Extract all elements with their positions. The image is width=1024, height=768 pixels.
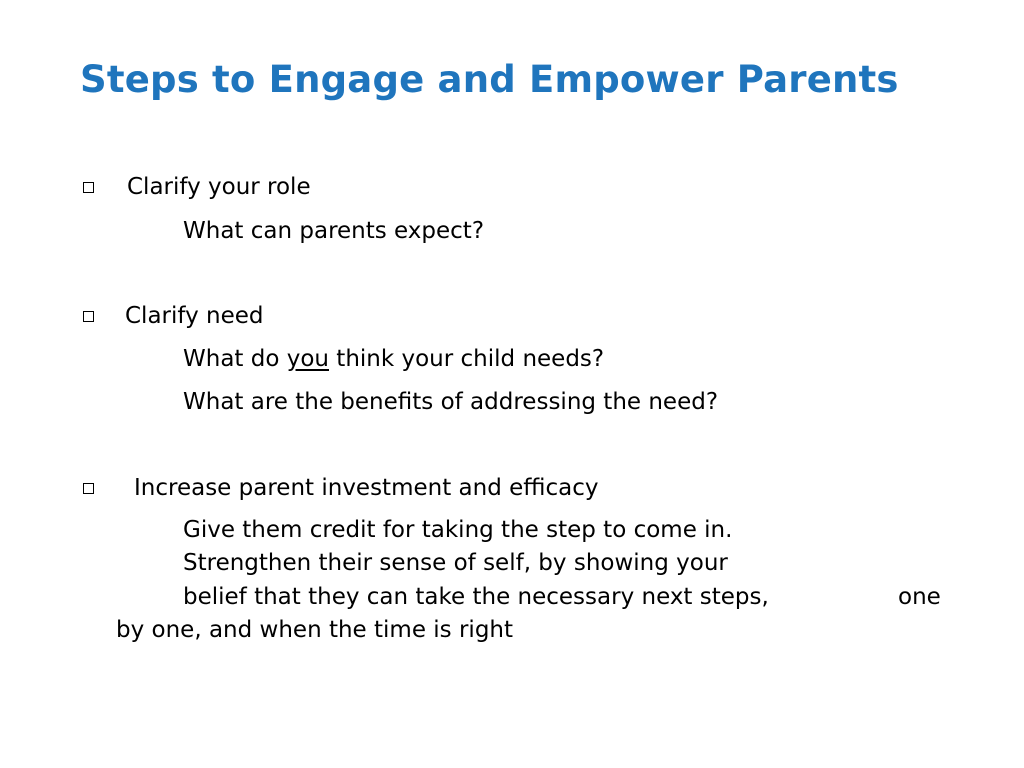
bullet-square-icon bbox=[83, 311, 94, 322]
question-1-end: think your child needs? bbox=[329, 346, 605, 372]
investment-detail-4: by one, and when the time is right bbox=[116, 617, 514, 643]
section-heading-investment: Increase parent investment and efficacy bbox=[134, 475, 599, 501]
investment-detail-1: Give them credit for taking the step to come in. bbox=[183, 517, 733, 543]
section-need-question-2: What are the benefits of addressing the need? bbox=[183, 389, 719, 415]
bullet-square-icon bbox=[83, 182, 94, 193]
emphasis-you: you bbox=[286, 346, 329, 372]
investment-detail-3-end: one bbox=[898, 584, 941, 610]
section-need-question-1 bbox=[183, 348, 604, 371]
slide-title: Steps to Engage and Empower Parents bbox=[80, 58, 899, 101]
section-role-detail: What can parents expect? bbox=[183, 218, 485, 244]
investment-detail-2: Strengthen their sense of self, by showing your bbox=[183, 550, 728, 576]
section-heading-need: Clarify need bbox=[125, 303, 264, 329]
bullet-square-icon bbox=[83, 483, 94, 494]
question-1-start: What do bbox=[183, 346, 287, 372]
investment-detail-3: belief that they can take the necessary next steps, bbox=[183, 584, 769, 610]
section-heading-role: Clarify your role bbox=[127, 174, 311, 200]
